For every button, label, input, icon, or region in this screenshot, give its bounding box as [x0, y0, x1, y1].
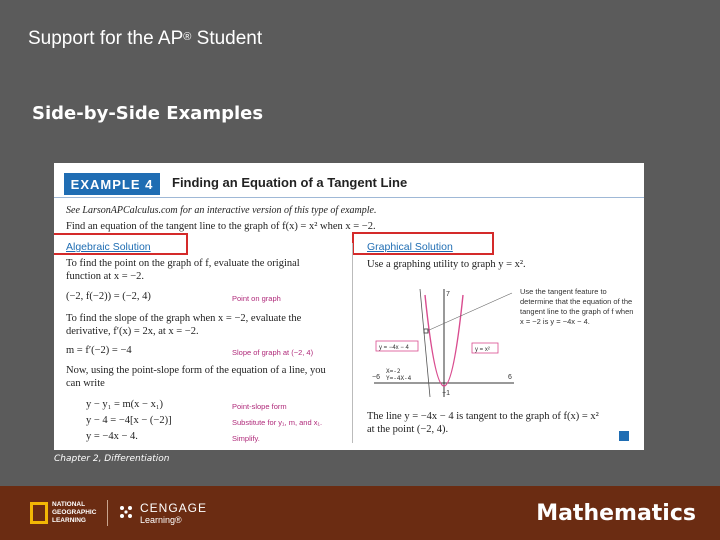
example-header [54, 169, 644, 198]
national-geographic-logo-icon [30, 502, 48, 524]
chapter-label: Chapter 2, Differentiation [54, 454, 170, 464]
right-line-1: Use a graphing utility to graph y = x². [367, 259, 526, 270]
highlight-graphical [352, 232, 494, 255]
note-simplify: Simplify. [232, 434, 260, 443]
graph-xmin-label: −6 [372, 374, 380, 381]
left-line-1: To find the point on the graph of f, evaluate the original [66, 258, 300, 269]
end-of-example-icon [619, 431, 629, 441]
ng-line-2: GEOGRAPHIC [52, 509, 97, 516]
registered-mark: ® [183, 31, 192, 43]
ng-line-3: LEARNING [52, 517, 86, 524]
left-line-7: Now, using the point-slope form of the equation of a line, you [66, 365, 326, 376]
header-title: Support for the AP [28, 28, 184, 49]
learning-wordmark: Learning® [140, 515, 182, 525]
logo-divider [107, 500, 108, 526]
graph-ymax-label: 7 [446, 291, 450, 298]
right-conclusion-1: The line y = −4x − 4 is tangent to the graph of f(x) = x² [367, 411, 599, 422]
left-line-9: y − y₁ = m(x − x₁) [86, 399, 163, 410]
note-point-on-graph: Point on graph [232, 294, 281, 303]
example-title: Finding an Equation of a Tangent Line [172, 175, 408, 190]
note-slope: Slope of graph at (−2, 4) [232, 348, 314, 357]
graph-callout-leader [427, 293, 512, 331]
left-line-10: y − 4 = −4[x − (−2)] [86, 415, 172, 426]
slide-header [28, 28, 262, 50]
interactive-link-text: See LarsonAPCalculus.com for an interactive version of this type of example. [66, 205, 377, 216]
graph-tangent-line [420, 289, 430, 397]
footer-bar [0, 486, 720, 540]
highlight-algebraic [54, 233, 188, 255]
header-title-end: Student [191, 28, 263, 49]
graph-readout-y: Y=-4X-4 [386, 375, 412, 382]
brand-mathematics: Mathematics [536, 501, 696, 526]
graph-ymin-label: −1 [442, 390, 450, 397]
cengage-logo-icon [116, 502, 136, 522]
graphical-solution-title: Graphical Solution [367, 241, 453, 253]
left-line-11: y = −4x − 4. [86, 431, 138, 442]
left-line-4: To find the slope of the graph when x = −2, evaluate the [66, 313, 302, 324]
graph-readout-x: X=-2 [386, 368, 401, 375]
section-title: Side-by-Side Examples [32, 103, 264, 124]
graph-xmax-label: 6 [508, 374, 512, 381]
left-line-8: can write [66, 378, 105, 389]
left-line-3: (−2, f(−2)) = (−2, 4) [66, 291, 151, 302]
graph [372, 287, 517, 399]
left-line-2: function at x = −2. [66, 271, 145, 282]
note-point-slope: Point-slope form [232, 402, 287, 411]
right-conclusion-2: at the point (−2, 4). [367, 424, 449, 435]
left-line-5: derivative, f′(x) = 2x, at x = −2. [66, 326, 199, 337]
example-prompt: Find an equation of the tangent line to the graph of f(x) = x² when x = −2. [66, 221, 376, 232]
algebraic-solution-title: Algebraic Solution [66, 241, 151, 253]
example-card [54, 163, 644, 450]
ng-line-1: NATIONAL [52, 501, 86, 508]
note-substitute: Substitute for y₁, m, and x₁. [232, 418, 323, 427]
graph-tangent-label: y = −4x − 4 [379, 345, 409, 351]
graph-parabola-label: y = x² [475, 347, 490, 353]
cengage-wordmark: CENGAGE [140, 501, 208, 515]
example-badge: EXAMPLE 4 [64, 173, 160, 195]
tangent-feature-note: Use the tangent feature to determine that the equation of the tangent line to the graph of f when x = −2 is y = −4x − 4. [520, 287, 634, 326]
column-divider [352, 243, 353, 443]
ng-learning-logo-text [52, 501, 96, 525]
left-line-6: m = f′(−2) = −4 [66, 345, 132, 356]
